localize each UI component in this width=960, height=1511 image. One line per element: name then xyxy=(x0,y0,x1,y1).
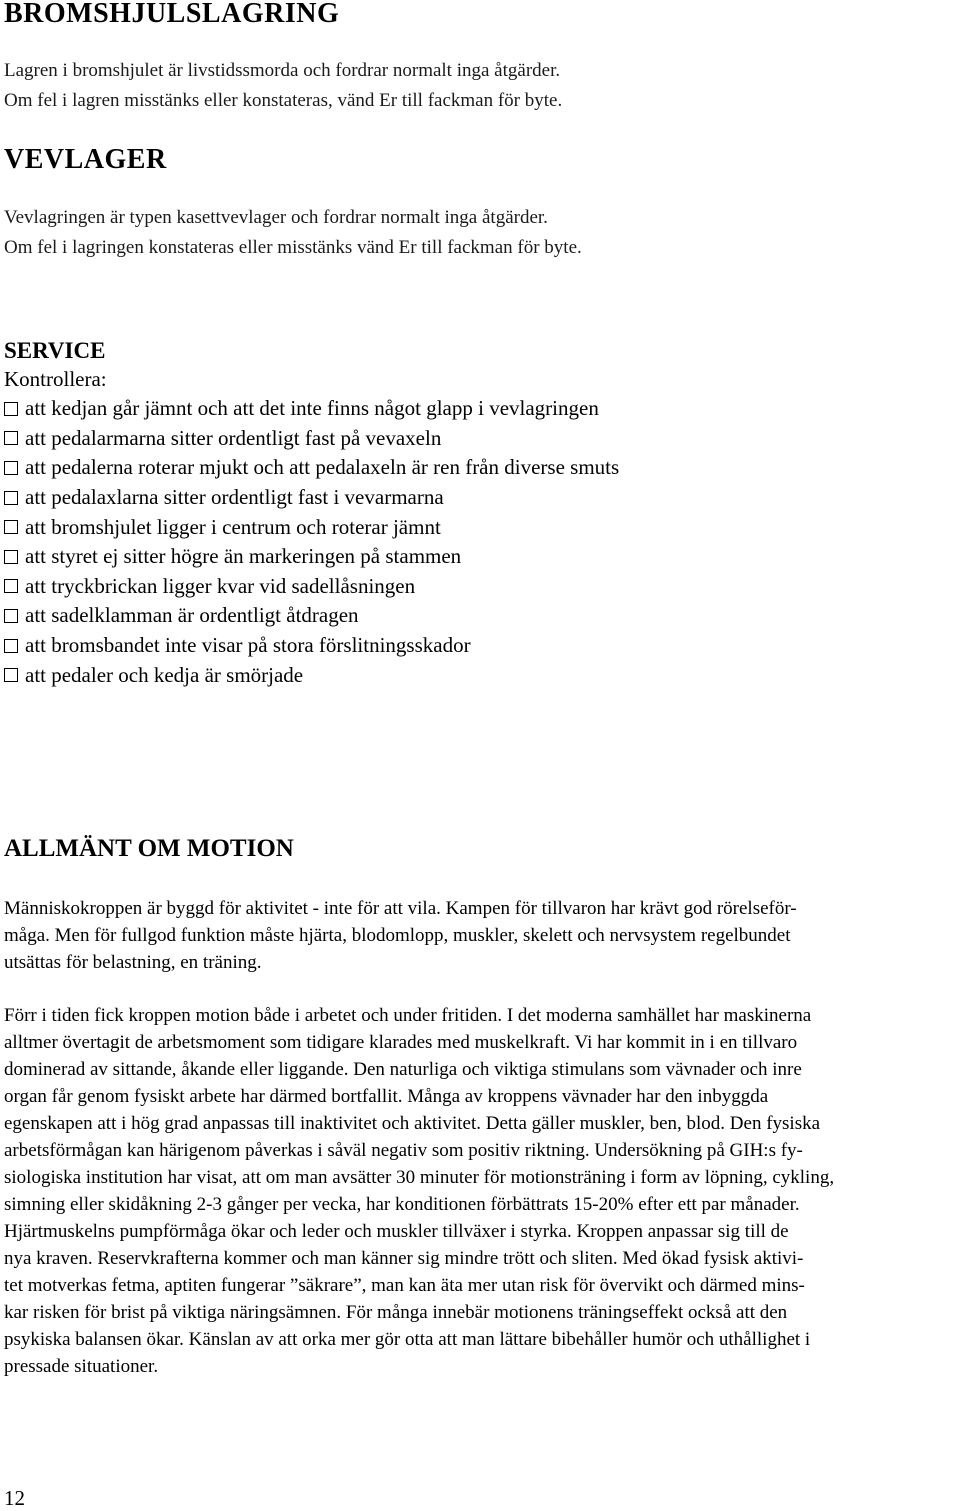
checklist-item-label: att styret ej sitter högre än markeringen på stammen xyxy=(25,544,462,569)
text-line: utsättas för belastning, en träning. xyxy=(4,952,262,973)
text-line: måga. Men för fullgod funktion måste hjärta, blodomlopp, muskler, skelett och nervsystem regelbundet xyxy=(4,925,791,946)
checkbox-icon[interactable] xyxy=(4,402,18,416)
checklist-item xyxy=(4,424,619,454)
checklist-item xyxy=(4,601,619,631)
checklist-item xyxy=(4,631,619,661)
checklist-item xyxy=(4,660,619,690)
heading-service: SERVICE xyxy=(4,338,106,363)
bromshjul-text xyxy=(4,56,562,116)
checkbox-icon[interactable] xyxy=(4,609,18,623)
checkbox-icon[interactable] xyxy=(4,491,18,505)
heading-vevlager: VEVLAGER xyxy=(4,144,167,175)
checklist-item xyxy=(4,512,619,542)
checklist-item-label: att sadelklamman är ordentligt åtdragen xyxy=(25,603,359,628)
text-line: kar risken för brist på viktiga näringsämnen. För många innebär motionens träningseffekt också att den xyxy=(4,1302,788,1323)
text-line: pressade situationer. xyxy=(4,1356,159,1377)
checkbox-icon[interactable] xyxy=(4,461,18,475)
service-intro: Kontrollera: xyxy=(4,367,107,391)
checkbox-icon[interactable] xyxy=(4,550,18,564)
vevlager-text xyxy=(4,203,582,263)
checklist-item xyxy=(4,453,619,483)
text-line: alltmer övertagit de arbetsmoment som tidigare klarades med muskelkraft. Vi har kommit in i en tillvaro xyxy=(4,1032,798,1053)
text-line: simning eller skidåkning 2-3 gånger per vecka, har konditionen förbättrats 15-20% efter ett par månader. xyxy=(4,1194,800,1215)
checklist-item-label: att bromsbandet inte visar på stora förslitningsskador xyxy=(25,633,471,658)
text-line: dominerad av sittande, åkande eller liggande. Den naturliga och viktiga stimulans som vävnader och inre xyxy=(4,1059,802,1080)
checkbox-icon[interactable] xyxy=(4,431,18,445)
text-line: organ får genom fysiskt arbete har därmed bortfallit. Många av kroppens vävnader har den inbyggda xyxy=(4,1086,769,1107)
text-line: egenskapen att i hög grad anpassas till inaktivitet och aktivitet. Detta gäller muskler, ben, blod. Den fysiska xyxy=(4,1113,821,1134)
checklist-item xyxy=(4,394,619,424)
text-line: Om fel i lagren misstänks eller konstateras, vänd Er till fackman för byte. xyxy=(4,90,563,111)
checklist-item-label: att pedalarmarna sitter ordentligt fast på vevaxeln xyxy=(25,425,442,450)
heading-allmant-om-motion: ALLMÄNT OM MOTION xyxy=(4,835,294,862)
checkbox-icon[interactable] xyxy=(4,579,18,593)
checklist-item xyxy=(4,483,619,513)
text-line: nya kraven. Reservkrafterna kommer och man känner sig mindre trött och sliten. Med ökad fysisk aktivi- xyxy=(4,1248,804,1269)
text-line: arbetsförmågan kan härigenom påverkas i såväl negativ som positiv riktning. Undersökning på GIH:s fy- xyxy=(4,1140,803,1161)
checklist-item-label: att pedaler och kedja är smörjade xyxy=(25,662,304,687)
checkbox-icon[interactable] xyxy=(4,520,18,534)
checklist-item-label: att pedalerna roterar mjukt och att pedalaxeln är ren från diverse smuts xyxy=(25,455,620,480)
checkbox-icon[interactable] xyxy=(4,639,18,653)
checklist-item-label: att bromshjulet ligger i centrum och roterar jämnt xyxy=(25,514,441,539)
checklist-item-label: att tryckbrickan ligger kvar vid sadellåsningen xyxy=(25,573,416,598)
motion-paragraph-1 xyxy=(4,895,956,976)
checklist-item-label: att kedjan går jämnt och att det inte finns något glapp i vevlagringen xyxy=(25,396,599,421)
text-line: Förr i tiden fick kroppen motion både i arbetet och under fritiden. I det moderna samhället har maskinerna xyxy=(4,1005,812,1026)
heading-bromshjulslagring: BROMSHJULSLAGRING xyxy=(4,0,340,29)
page-number: 12 xyxy=(4,1486,25,1510)
text-line: siologiska institution har visat, att om man avsätter 30 minuter för motionsträning i form av löpning, cykling, xyxy=(4,1167,835,1188)
text-line: psykiska balansen ökar. Känslan av att orka mer gör otta att man lättare bibehåller humör och uthållighet i xyxy=(4,1329,811,1350)
text-line: Hjärtmuskelns pumpförmåga ökar och leder och muskler tillväxer i styrka. Kroppen anpassar sig till de xyxy=(4,1221,789,1242)
service-checklist xyxy=(4,394,619,690)
text-line: Vevlagringen är typen kasettvevlager och fordrar normalt inga åtgärder. xyxy=(4,207,548,228)
motion-paragraph-2 xyxy=(4,1002,956,1380)
text-line: Om fel i lagringen konstateras eller misstänks vänd Er till fackman för byte. xyxy=(4,237,582,258)
checkbox-icon[interactable] xyxy=(4,668,18,682)
checklist-item-label: att pedalaxlarna sitter ordentligt fast i vevarmarna xyxy=(25,485,444,510)
text-line: Lagren i bromshjulet är livstidssmorda och fordrar normalt inga åtgärder. xyxy=(4,60,561,81)
checklist-item xyxy=(4,572,619,602)
text-line: Människokroppen är byggd för aktivitet - inte för att vila. Kampen för tillvaron har krävt god rörelseför- xyxy=(4,898,797,919)
text-line: tet motverkas fetma, aptiten fungerar ”säkrare”, man kan äta mer utan risk för övervikt och därmed mins- xyxy=(4,1275,805,1296)
checklist-item xyxy=(4,542,619,572)
